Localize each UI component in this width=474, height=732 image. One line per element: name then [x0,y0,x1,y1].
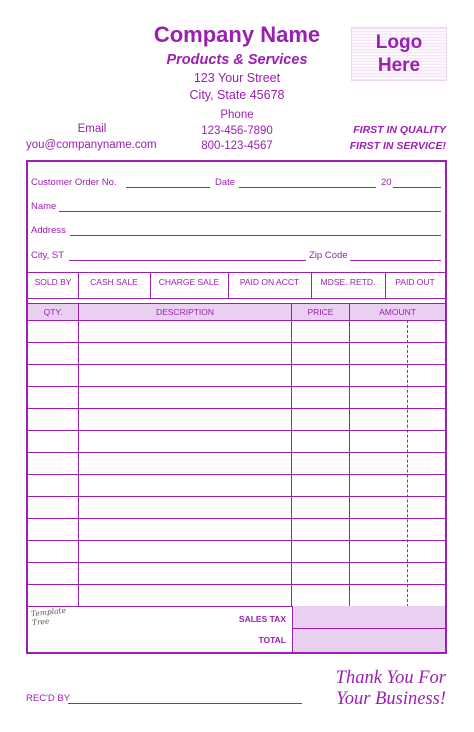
table-row-line [28,408,445,409]
company-tagline: Products & Services [166,52,308,68]
table-row-line [28,518,445,519]
table-column-line [291,304,292,606]
company-name: Company Name [153,22,321,47]
totals-shading [293,606,445,652]
customer-order-field[interactable] [126,187,210,188]
received-by-field[interactable] [68,703,302,704]
phone-number-1: 123-456-7890 [201,125,273,137]
slogan-quality: FIRST IN QUALITY [353,124,446,136]
table-row-line [28,562,445,563]
paid-out-box[interactable]: PAID OUT [395,277,435,287]
charge-sale-box[interactable]: CHARGE SALE [158,277,220,287]
logo-line-2: Here [377,55,421,76]
city-st-label: City, ST [31,250,65,261]
phone-number-2: 800-123-4567 [201,140,273,152]
table-row-line [28,386,445,387]
address-label: Address [31,225,66,236]
table-row-line [28,452,445,453]
totals-divider [293,628,445,629]
sale-row-top-border [28,272,445,273]
name-field[interactable] [59,211,441,212]
company-street: 123 Your Street [193,71,281,85]
cash-sale-box[interactable]: CASH SALE [90,277,138,287]
table-column-line [78,304,79,606]
table-header-border [28,320,445,321]
table-row-line [28,430,445,431]
mdse-retd-box[interactable]: MDSE. RETD. [320,277,376,287]
logo-line-1: Logo [375,32,423,53]
column-header-amount: AMOUNT [379,307,416,317]
customer-order-label: Customer Order No. [31,177,117,188]
email-address: you@companyname.com [26,139,157,151]
phone-label: Phone [220,109,254,121]
thank-you-line-2: Your Business! [336,689,446,709]
amount-cents-divider [407,320,408,652]
table-row-line [28,584,445,585]
table-column-line [349,304,350,606]
table-row-line [28,342,445,343]
name-label: Name [31,201,57,212]
total-label: TOTAL [258,635,286,645]
date-field[interactable] [239,187,376,188]
table-row-line [28,474,445,475]
sales-tax-label: SALES TAX [238,614,286,624]
email-label: Email [77,123,107,135]
paid-on-acct-box[interactable]: PAID ON ACCT [239,277,300,287]
table-row-line [28,540,445,541]
city-st-field[interactable] [69,260,306,261]
table-row-line [28,364,445,365]
slogan-service: FIRST IN SERVICE! [349,140,446,152]
address-field[interactable] [70,235,441,236]
logo-text [351,31,447,77]
year-prefix-label: 20 [381,177,392,188]
column-header-qty: QTY. [43,307,63,317]
sale-row-bottom-border [28,298,445,299]
date-label: Date [215,177,236,188]
column-header-price: PRICE [307,307,334,317]
table-row-line [28,496,445,497]
received-by-label: REC'D BY [26,693,71,704]
zip-field[interactable] [350,260,441,261]
zip-label: Zip Code [309,250,348,261]
sold-by-box[interactable]: SOLD BY [34,277,72,287]
thank-you-line-1: Thank You For [335,668,446,688]
year-field[interactable] [393,187,441,188]
company-city-state: City, State 45678 [189,88,285,102]
template-tree-stamp: Template Tree [30,605,67,628]
column-header-description: DESCRIPTION [155,307,215,317]
